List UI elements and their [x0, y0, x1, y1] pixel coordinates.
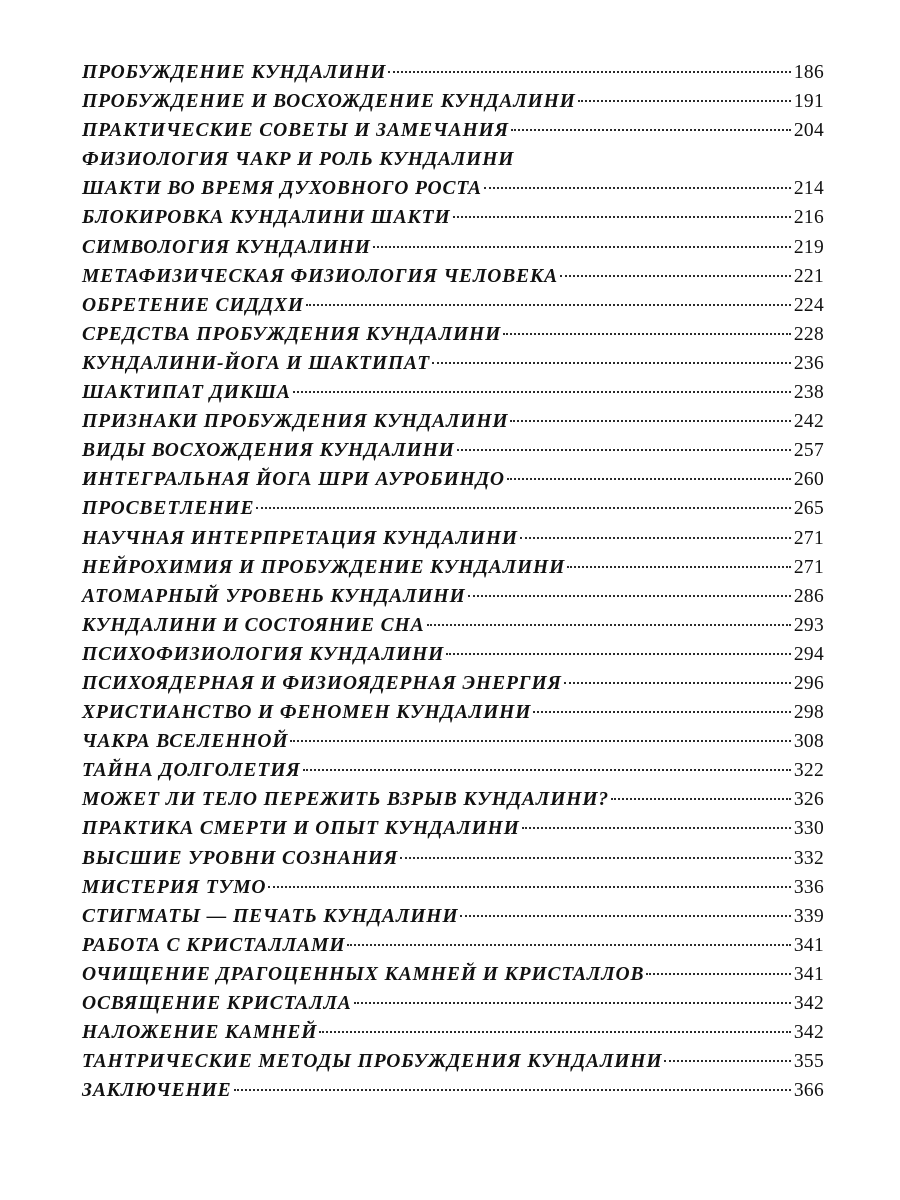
- toc-entry-title: ОБРЕТЕНИЕ СИДДХИ: [82, 294, 304, 316]
- dot-leader: [503, 333, 791, 335]
- dot-leader: [507, 478, 791, 480]
- toc-entry-page-number: 330: [793, 818, 824, 840]
- toc-entry-title: ПРАКТИКА СМЕРТИ И ОПЫТ КУНДАЛИНИ: [82, 818, 520, 840]
- toc-entry: [82, 524, 824, 553]
- toc-entry: [82, 844, 824, 873]
- toc-entry-title: ФИЗИОЛОГИЯ ЧАКР И РОЛЬ КУНДАЛИНИ: [82, 149, 515, 171]
- toc-entry: [82, 931, 824, 960]
- toc-entry: [82, 698, 824, 727]
- dot-leader: [522, 827, 791, 829]
- toc-entry: [82, 1018, 824, 1047]
- toc-entry-page-number: 355: [793, 1051, 824, 1073]
- toc-entry: [82, 174, 824, 203]
- toc-entry-page-number: 339: [793, 905, 824, 927]
- toc-entry-page-number: 265: [793, 498, 824, 520]
- toc-entry-page-number: 271: [793, 556, 824, 578]
- toc-entry: [82, 989, 824, 1018]
- toc-entry-page-number: 342: [793, 993, 824, 1014]
- toc-entry-title: ВЫСШИЕ УРОВНИ СОЗНАНИЯ: [82, 847, 399, 869]
- dot-leader: [468, 595, 791, 597]
- toc-entry-page-number: 332: [793, 847, 824, 869]
- dot-leader: [460, 915, 790, 917]
- toc-entry: [82, 669, 824, 698]
- toc-entry-title: НАЛОЖЕНИЕ КАМНЕЙ: [82, 1022, 318, 1044]
- toc-entry-page-number: 308: [793, 731, 824, 753]
- toc-entry-page-number: 293: [793, 614, 824, 636]
- dot-leader: [347, 944, 790, 946]
- dot-leader: [611, 798, 791, 800]
- toc-entry-page-number: 294: [793, 643, 824, 665]
- toc-entry: [82, 814, 824, 843]
- toc-entry-page-number: 228: [793, 323, 824, 345]
- toc-entry: [82, 262, 824, 291]
- toc-entry: [82, 902, 824, 931]
- dot-leader: [290, 740, 790, 742]
- toc-entry: [82, 145, 824, 174]
- toc-entry: [82, 756, 824, 785]
- dot-leader: [453, 216, 791, 218]
- toc-entry: [82, 203, 824, 232]
- toc-entry-title: ИНТЕГРАЛЬНАЯ ЙОГА ШРИ АУРОБИНДО: [82, 469, 505, 491]
- toc-entry-page-number: 336: [793, 876, 824, 898]
- toc-entry-title: ШАКТИПАТ ДИКША: [82, 382, 291, 404]
- toc-entry: [82, 640, 824, 669]
- toc-entry: [82, 58, 824, 87]
- toc-entry-title: СИМВОЛОГИЯ КУНДАЛИНИ: [82, 236, 371, 258]
- toc-entry-title: МИСТЕРИЯ ТУМО: [82, 876, 267, 898]
- toc-entry: [82, 582, 824, 611]
- toc-entry-title: АТОМАРНЫЙ УРОВЕНЬ КУНДАЛИНИ: [82, 585, 466, 607]
- toc-entry: [82, 465, 824, 494]
- toc-entry-page-number: 341: [793, 934, 824, 956]
- toc-entry-page-number: 296: [793, 672, 824, 694]
- toc-entry-page-number: 219: [793, 236, 824, 258]
- toc-entry: [82, 87, 824, 116]
- toc-entry-page-number: 341: [793, 963, 824, 985]
- dot-leader: [319, 1031, 791, 1033]
- toc-entry: [82, 349, 824, 378]
- toc-entry: [82, 436, 824, 465]
- toc-entry-title: ОСВЯЩЕНИЕ КРИСТАЛЛА: [82, 993, 352, 1014]
- toc-entry-page-number: 216: [793, 207, 824, 229]
- toc-entry: [82, 873, 824, 902]
- dot-leader: [427, 624, 791, 626]
- toc-entry-page-number: 186: [793, 62, 824, 83]
- toc-entry: [82, 233, 824, 262]
- dot-leader: [646, 973, 790, 975]
- toc-entry: [82, 494, 824, 523]
- toc-entry-title: РАБОТА С КРИСТАЛЛАМИ: [82, 934, 346, 956]
- toc-entry-page-number: 298: [793, 702, 824, 724]
- toc-entry: [82, 611, 824, 640]
- toc-entry-title: ПРАКТИЧЕСКИЕ СОВЕТЫ И ЗАМЕЧАНИЯ: [82, 120, 509, 142]
- dot-leader: [388, 71, 791, 73]
- dot-leader: [234, 1089, 791, 1091]
- toc-entry-title: ЧАКРА ВСЕЛЕННОЙ: [82, 731, 289, 753]
- dot-leader: [354, 1002, 791, 1004]
- toc-entry-title: СРЕДСТВА ПРОБУЖДЕНИЯ КУНДАЛИНИ: [82, 323, 502, 345]
- dot-leader: [446, 653, 791, 655]
- toc-entry: [82, 960, 824, 989]
- dot-leader: [511, 129, 791, 131]
- toc-entry-page-number: 286: [793, 585, 824, 607]
- toc-entry-title: НЕЙРОХИМИЯ И ПРОБУЖДЕНИЕ КУНДАЛИНИ: [82, 556, 566, 578]
- toc-entry-title: МЕТАФИЗИЧЕСКАЯ ФИЗИОЛОГИЯ ЧЕЛОВЕКА: [82, 265, 559, 287]
- toc-entry-title: ПРОСВЕТЛЕНИЕ: [82, 498, 255, 520]
- toc-entry-title: ШАКТИ ВО ВРЕМЯ ДУХОВНОГО РОСТА: [82, 178, 482, 200]
- dot-leader: [432, 362, 791, 364]
- dot-leader: [567, 566, 791, 568]
- toc-entry-page-number: 260: [793, 469, 824, 491]
- toc-entry-page-number: 242: [793, 411, 824, 433]
- toc-entry: [82, 785, 824, 814]
- dot-leader: [306, 304, 791, 306]
- dot-leader: [564, 682, 791, 684]
- dot-leader: [268, 886, 790, 888]
- toc-entry-title: БЛОКИРОВКА КУНДАЛИНИ ШАКТИ: [82, 207, 451, 229]
- toc-entry: [82, 320, 824, 349]
- toc-entry-page-number: 238: [793, 382, 824, 404]
- dot-leader: [457, 449, 791, 451]
- dot-leader: [256, 507, 790, 509]
- toc-entry-page-number: 366: [793, 1080, 824, 1102]
- dot-leader: [664, 1060, 790, 1062]
- toc-entry-page-number: 224: [793, 294, 824, 316]
- dot-leader: [533, 711, 791, 713]
- toc-entry-title: МОЖЕТ ЛИ ТЕЛО ПЕРЕЖИТЬ ВЗРЫВ КУНДАЛИНИ?: [82, 789, 610, 811]
- toc-entry-title: ЗАКЛЮЧЕНИЕ: [82, 1080, 232, 1102]
- toc-entry: [82, 1047, 824, 1076]
- toc-entry-title: НАУЧНАЯ ИНТЕРПРЕТАЦИЯ КУНДАЛИНИ: [82, 527, 518, 549]
- dot-leader: [373, 246, 791, 248]
- toc-entry: [82, 116, 824, 145]
- toc-entry: [82, 407, 824, 436]
- toc-entry-page-number: 236: [793, 352, 824, 374]
- toc-entry: [82, 291, 824, 320]
- toc-entry-title: ХРИСТИАНСТВО И ФЕНОМЕН КУНДАЛИНИ: [82, 702, 532, 724]
- toc-entry-page-number: 342: [793, 1022, 824, 1044]
- toc-entry-title: ТАНТРИЧЕСКИЕ МЕТОДЫ ПРОБУЖДЕНИЯ КУНДАЛИНИ: [82, 1051, 663, 1073]
- dot-leader: [293, 391, 791, 393]
- toc-entry-title: КУНДАЛИНИ-ЙОГА И ШАКТИПАТ: [82, 352, 431, 374]
- dot-leader: [560, 275, 791, 277]
- toc-entry-title: ПСИХОЯДЕРНАЯ И ФИЗИОЯДЕРНАЯ ЭНЕРГИЯ: [82, 672, 562, 694]
- toc-entry-page-number: 214: [793, 178, 824, 200]
- toc-entry: [82, 553, 824, 582]
- toc-entry-page-number: 326: [793, 789, 824, 811]
- toc-entry-title: ПРОБУЖДЕНИЕ КУНДАЛИНИ: [82, 62, 387, 83]
- toc-entry-title: ВИДЫ ВОСХОЖДЕНИЯ КУНДАЛИНИ: [82, 440, 455, 462]
- toc-entry: [82, 727, 824, 756]
- toc-entry-page-number: 191: [793, 91, 824, 113]
- toc-entry-page-number: 221: [793, 265, 824, 287]
- dot-leader: [520, 537, 791, 539]
- toc-entry-title: ПСИХОФИЗИОЛОГИЯ КУНДАЛИНИ: [82, 643, 445, 665]
- dot-leader: [510, 420, 790, 422]
- toc-entry-title: КУНДАЛИНИ И СОСТОЯНИЕ СНА: [82, 614, 425, 636]
- toc-entry-page-number: 204: [793, 120, 824, 142]
- dot-leader: [484, 187, 791, 189]
- toc-entry-title: ОЧИЩЕНИЕ ДРАГОЦЕННЫХ КАМНЕЙ И КРИСТАЛЛОВ: [82, 963, 645, 985]
- toc-entry-title: ПРИЗНАКИ ПРОБУЖДЕНИЯ КУНДАЛИНИ: [82, 411, 509, 433]
- toc-entry-page-number: 322: [793, 760, 824, 782]
- dot-leader: [578, 100, 791, 102]
- dot-leader: [303, 769, 791, 771]
- toc-entry: [82, 378, 824, 407]
- toc-entry-title: ТАЙНА ДОЛГОЛЕТИЯ: [82, 760, 301, 782]
- toc-entry-page-number: 271: [793, 527, 824, 549]
- dot-leader: [400, 857, 791, 859]
- toc-entry-page-number: 257: [793, 440, 824, 462]
- toc-entry-title: СТИГМАТЫ — ПЕЧАТЬ КУНДАЛИНИ: [82, 905, 459, 927]
- toc-entry: [82, 1076, 824, 1105]
- table-of-contents: [82, 58, 824, 1105]
- toc-entry-title: ПРОБУЖДЕНИЕ И ВОСХОЖДЕНИЕ КУНДАЛИНИ: [82, 91, 576, 113]
